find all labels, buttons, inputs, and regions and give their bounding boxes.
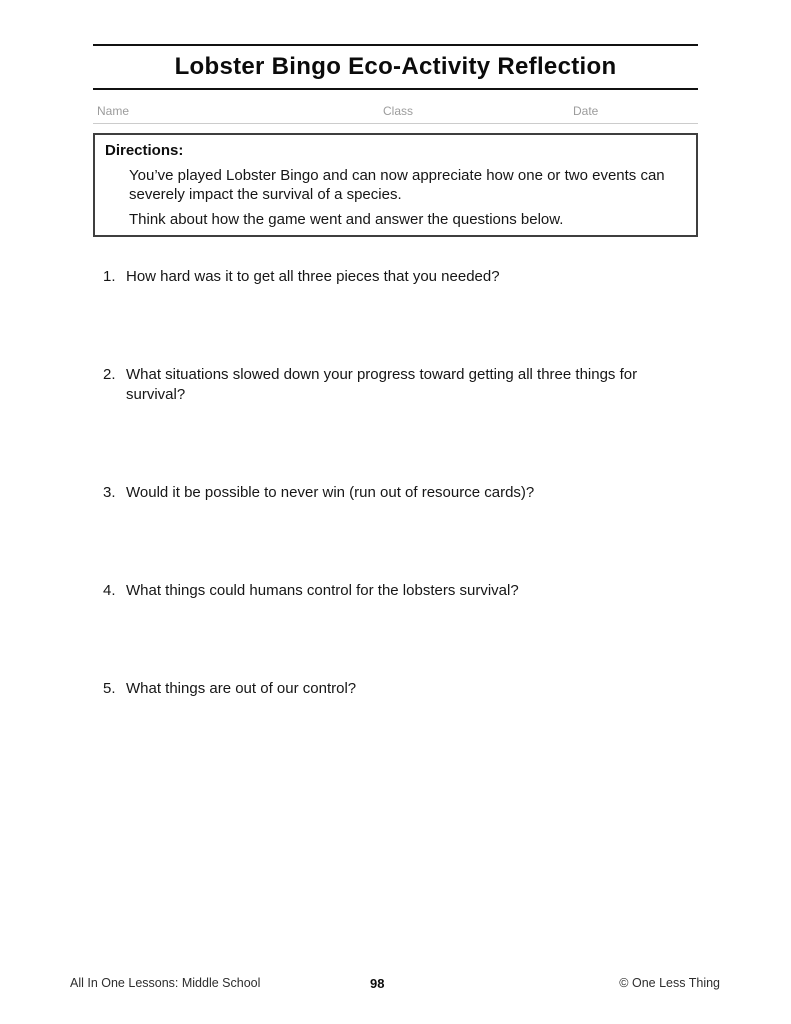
directions-paragraph-1-line-2: severely impact the survival of a species. — [129, 186, 402, 203]
directions-box — [93, 133, 698, 237]
directions-paragraph-1-line-1: You’ve played Lobster Bingo and can now appreciate how one or two events can — [129, 167, 665, 184]
question-item-1 — [103, 267, 698, 287]
question-text: What things could humans control for the lobsters survival? — [126, 582, 519, 599]
footer-series-title: All In One Lessons: Middle School — [70, 976, 261, 990]
footer-copyright: © One Less Thing — [619, 976, 720, 990]
question-text: Would it be possible to never win (run out of resource cards)? — [126, 484, 535, 501]
page-footer — [70, 976, 720, 992]
directions-paragraph-2: Think about how the game went and answer the questions below. — [129, 211, 564, 228]
page-title: Lobster Bingo Eco-Activity Reflection — [174, 53, 617, 80]
question-item-2 — [103, 365, 698, 405]
question-number: 3. — [103, 484, 116, 501]
directions-paragraph-1 — [129, 166, 686, 204]
question-number: 4. — [103, 582, 116, 599]
question-text: What things are out of our control? — [126, 680, 357, 697]
question-item-3 — [103, 483, 698, 503]
question-number: 5. — [103, 680, 116, 697]
question-item-5 — [103, 679, 698, 699]
question-item-4 — [103, 581, 698, 601]
question-number: 2. — [103, 366, 116, 383]
student-info-row — [93, 90, 698, 124]
question-text: How hard was it to get all three pieces that you needed? — [126, 268, 500, 285]
question-list — [93, 267, 698, 777]
question-text: What situations slowed down your progress toward getting all three things for survival? — [126, 366, 638, 403]
class-field-label: Class — [383, 104, 414, 118]
question-number: 1. — [103, 268, 116, 285]
footer-page-number: 98 — [370, 976, 385, 991]
date-field-label: Date — [573, 104, 599, 118]
directions-heading: Directions: — [105, 142, 184, 159]
name-field-label: Name — [97, 104, 130, 118]
